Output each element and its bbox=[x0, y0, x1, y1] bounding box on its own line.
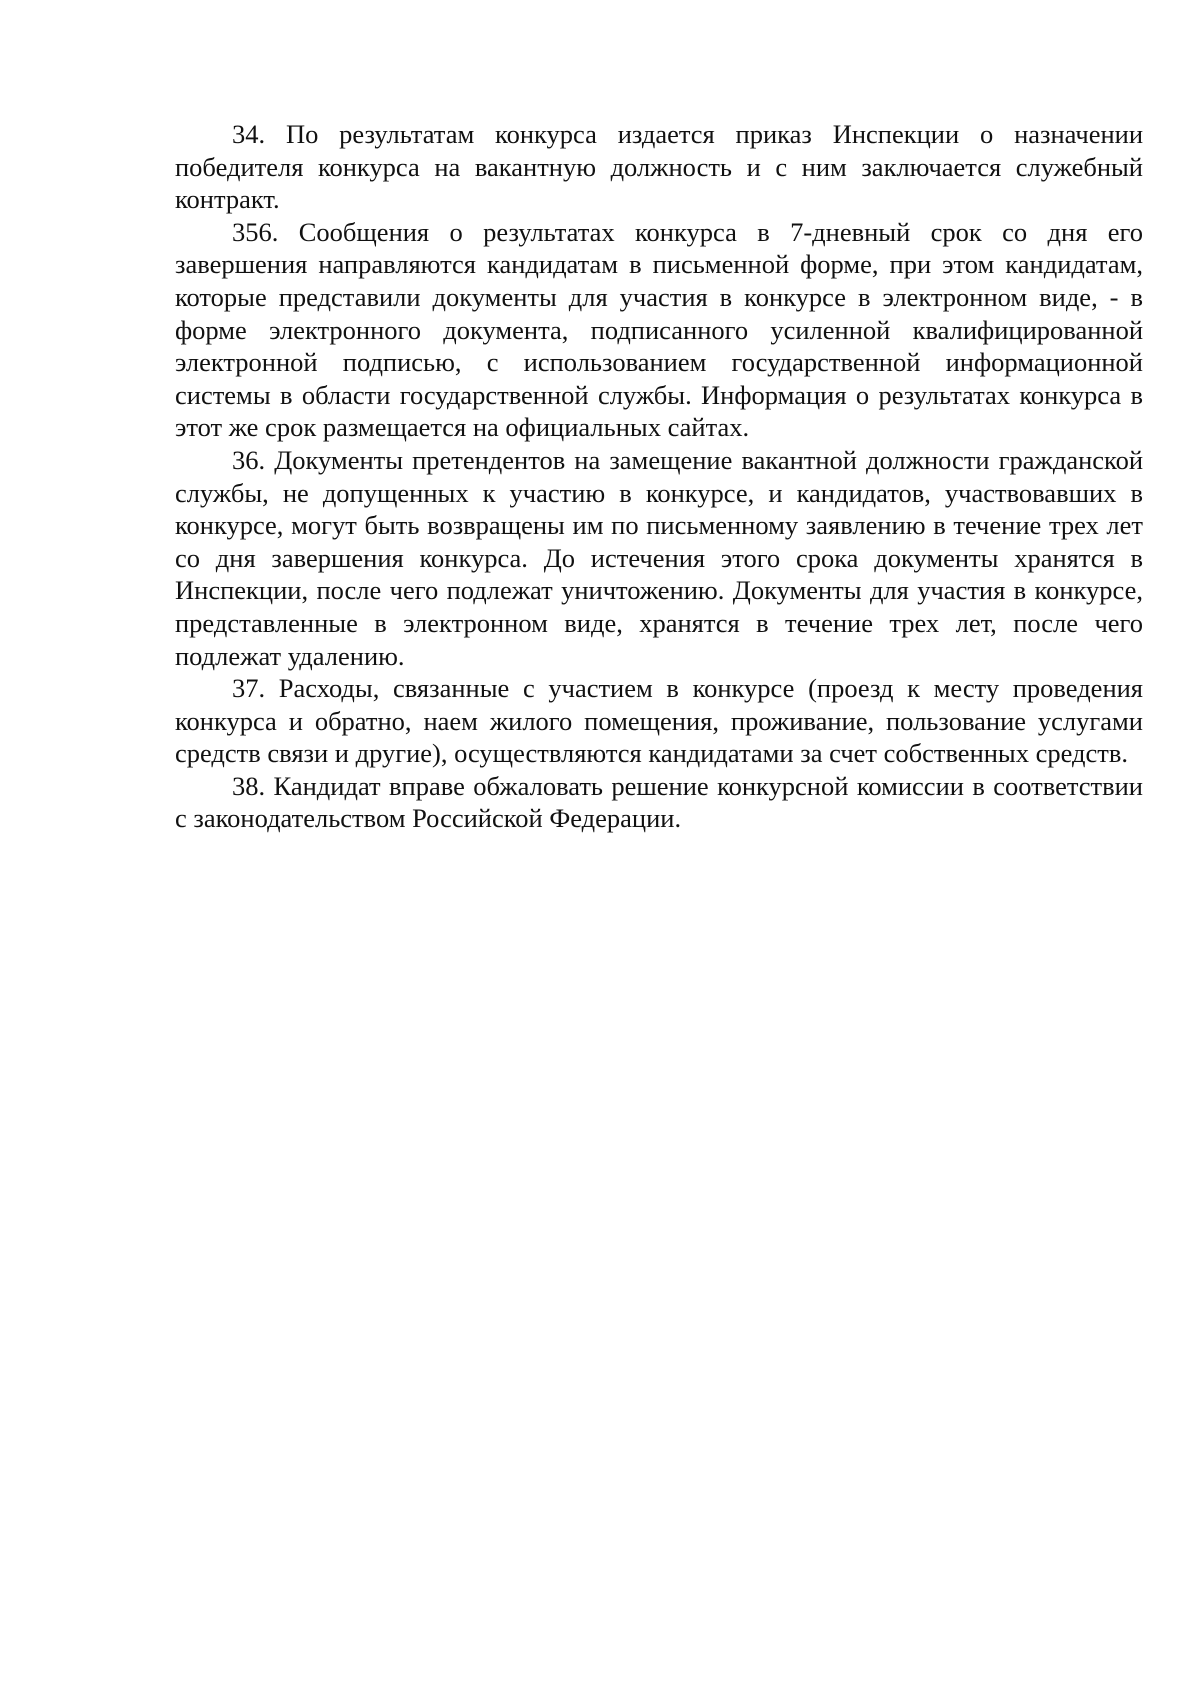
paragraph-34: 34. По результатам конкурса издается приказ Инспекции о назначении победителя конкурса на вакантную должность и с ним заключается служебный контракт. bbox=[175, 119, 1143, 215]
paragraph-35: 356. Сообщения о результатах конкурса в 7-дневный срок со дня его завершения направляются кандидатам в письменной форме, при этом кандидатам, которые представили документы для участия в конкурсе в электронном виде, - в форме электронного документа, подписанного усиленной квалифицированной электронной подписью, с использованием государственной информационной системы в области государственной службы. Информация о результатах конкурса в этот же срок размещается на официальных сайтах. bbox=[175, 216, 1143, 443]
paragraph-37: 37. Расходы, связанные с участием в конкурсе (проезд к месту проведения конкурса и обратно, наем жилого помещения, проживание, пользование услугами средств связи и другие), осуществляются кандидатами за счет собственных средств. bbox=[175, 673, 1143, 769]
document-body bbox=[175, 118, 1143, 835]
paragraph-36: 36. Документы претендентов на замещение вакантной должности гражданской службы, не допущенных к участию в конкурсе, и кандидатов, участвовавших в конкурсе, могут быть возвращены им по письменному заявлению в течение трех лет со дня завершения конкурса. До истечения этого срока документы хранятся в Инспекции, после чего подлежат уничтожению. Документы для участия в конкурсе, представленные в электронном виде, хранятся в течение трех лет, после чего подлежат удалению. bbox=[175, 444, 1143, 671]
paragraph-38: 38. Кандидат вправе обжаловать решение конкурсной комиссии в соответствии с законодательством Российской Федерации. bbox=[175, 770, 1143, 834]
